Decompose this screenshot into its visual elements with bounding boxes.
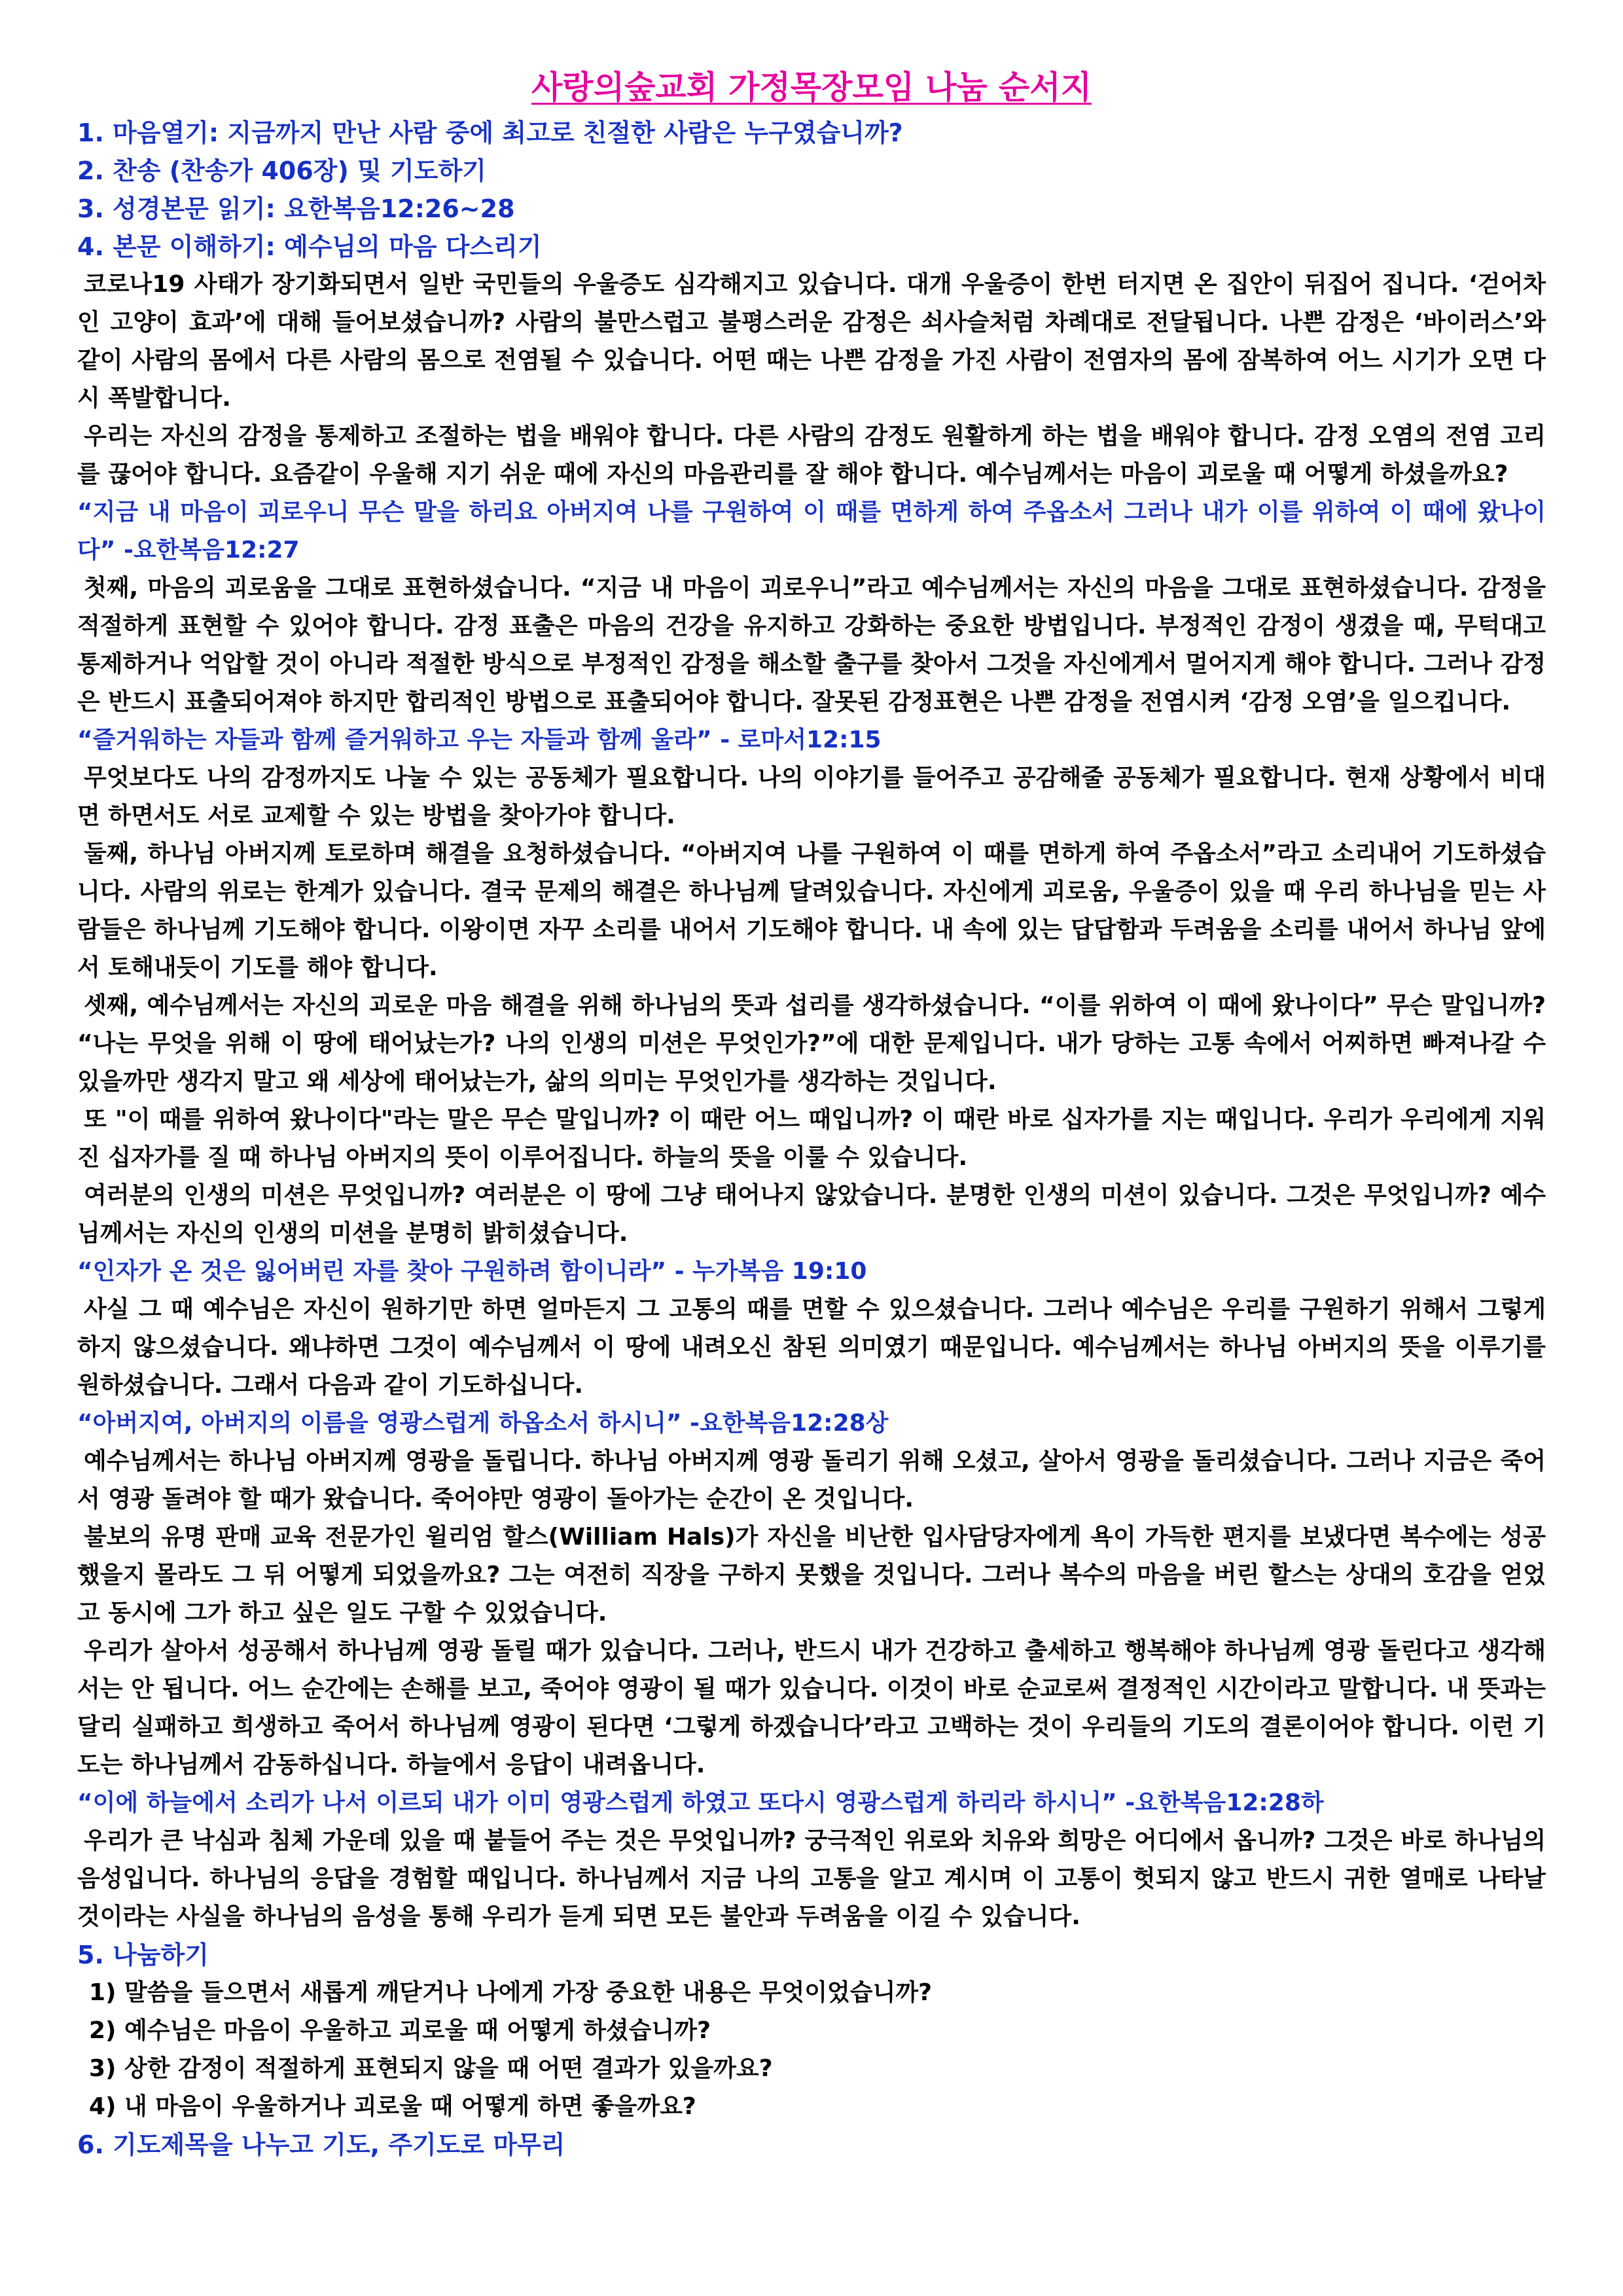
scripture-quote: “아버지여, 아버지의 이름을 영광스럽게 하옵소서 하시니” -요한복음12:28상: [77, 1410, 889, 1437]
document-body: [77, 114, 1546, 2164]
section-heading: 4. 본문 이해하기: 예수님의 마음 다스리기: [77, 232, 542, 261]
scripture-quote: “이에 하늘에서 소리가 나서 이르되 내가 이미 영광스럽게 하였고 또다시 영광스럽게 하리라 하시니” -요한복음12:28하: [77, 1789, 1324, 1816]
scripture-quote: “인자가 온 것은 잃어버린 자를 찾아 구원하려 함이니라” - 누가복음 19:10: [77, 1258, 867, 1285]
body-paragraph: 또 "이 때를 위하여 왔나이다"라는 말은 무슨 말입니까? 이 때란 어느 때입니까? 이 때란 바로 십자가를 지는 때입니다. 우리가 우리에게 지워진 십자가를 질 때 하나님 아버지의 뜻이 이루어집니다. 하늘의 뜻을 이룰 수 있습니다.: [77, 1106, 1546, 1171]
sharing-question: 1) 말씀을 들으면서 새롭게 깨닫거나 나에게 가장 중요한 내용은 무엇이었습니까?: [89, 1979, 933, 2006]
body-paragraph: 첫째, 마음의 괴로움을 그대로 표현하셨습니다. “지금 내 마음이 괴로우니”라고 예수님께서는 자신의 마음을 그대로 표현하셨습니다. 감정을 적절하게 표현할 수 있어야 합니다. 감정 표출은 마음의 건강을 유지하고 강화하는 중요한 방법입니다. 부정적인 감정이 생겼을 때, 무턱대고 통제하거나 억압할 것이 아니라 적절한 방식으로 부정적인 감정을 해소할 출구를 찾아서 그것을 자신에게서 멀어지게 해야 합니다. 그러나 감정은 반드시 표출되어져야 하지만 합리적인 방법으로 표출되어야 합니다. 잘못된 감정표현은 나쁜 감정을 전염시켜 ‘감정 오염’을 일으킵니다.: [77, 575, 1546, 715]
section-heading: 1. 마음열기: 지금까지 만난 사람 중에 최고로 친절한 사람은 누구였습니까?: [77, 118, 903, 147]
scripture-quote: “즐거워하는 자들과 함께 즐거워하고 우는 자들과 함께 울라” - 로마서12:15: [77, 726, 882, 753]
body-paragraph: 둘째, 하나님 아버지께 토로하며 해결을 요청하셨습니다. “아버지여 나를 구원하여 이 때를 면하게 하여 주옵소서”라고 소리내어 기도하셨습니다. 사람의 위로는 한계가 있습니다. 결국 문제의 해결은 하나님께 달려있습니다. 자신에게 괴로움, 우울증이 있을 때 우리 하나님을 믿는 사람들은 하나님께 기도해야 합니다. 이왕이면 자꾸 소리를 내어서 기도해야 합니다. 내 속에 있는 답답함과 두려움을 소리를 내어서 하나님 앞에서 토해내듯이 기도를 해야 합니다.: [77, 840, 1546, 981]
body-paragraph: 우리가 살아서 성공해서 하나님께 영광 돌릴 때가 있습니다. 그러나, 반드시 내가 건강하고 출세하고 행복해야 하나님께 영광 돌린다고 생각해서는 안 됩니다. 어느 순간에는 손해를 보고, 죽어야 영광이 될 때가 있습니다. 이것이 바로 순교로써 결정적인 시간이라고 말합니다. 내 뜻과는 달리 실패하고 희생하고 죽어서 하나님께 영광이 된다면 ‘그렇게 하겠습니다’라고 고백하는 것이 우리들의 기도의 결론이어야 합니다. 이런 기도는 하나님께서 감동하십니다. 하늘에서 응답이 내려옵니다.: [77, 1638, 1546, 1778]
body-paragraph: 무엇보다도 나의 감정까지도 나눌 수 있는 공동체가 필요합니다. 나의 이야기를 들어주고 공감해줄 공동체가 필요합니다. 현재 상황에서 비대면 하면서도 서로 교제할 수 있는 방법을 찾아가야 합니다.: [77, 764, 1546, 829]
sharing-question: 2) 예수님은 마음이 우울하고 괴로울 때 어떻게 하셨습니까?: [89, 2017, 711, 2044]
scripture-quote: “지금 내 마음이 괴로우니 무슨 말을 하리요 아버지여 나를 구원하여 이 때를 면하게 하여 주옵소서 그러나 내가 이를 위하여 이 때에 왔나이다” -요한복음12:27: [77, 499, 1546, 564]
section-heading: 6. 기도제목을 나누고 기도, 주기도로 마무리: [77, 2130, 565, 2159]
body-paragraph: 사실 그 때 예수님은 자신이 원하기만 하면 얼마든지 그 고통의 때를 면할 수 있으셨습니다. 그러나 예수님은 우리를 구원하기 위해서 그렇게 하지 않으셨습니다. 왜냐하면 그것이 예수님께서 이 땅에 내려오신 참된 의미였기 때문입니다. 예수님께서는 하나님 아버지의 뜻을 이루기를 원하셨습니다. 그래서 다음과 같이 기도하십니다.: [77, 1296, 1546, 1399]
sharing-question: 4) 내 마음이 우울하거나 괴로울 때 어떻게 하면 좋을까요?: [89, 2093, 696, 2120]
body-paragraph: 우리는 자신의 감정을 통제하고 조절하는 법을 배워야 합니다. 다른 사람의 감정도 원활하게 하는 법을 배워야 합니다. 감정 오염의 전염 고리를 끊어야 합니다. 요즘같이 우울해 지기 쉬운 때에 자신의 마음관리를 잘 해야 합니다. 예수님께서는 마음이 괴로울 때 어떻게 하셨을까요?: [77, 423, 1546, 488]
body-paragraph: 불보의 유명 판매 교육 전문가인 윌리엄 할스(William Hals)가 자신을 비난한 입사담당자에게 욕이 가득한 편지를 보냈다면 복수에는 성공했을지 몰라도 그 뒤 어떻게 되었을까요? 그는 여전히 직장을 구하지 못했을 것입니다. 그러나 복수의 마음을 버린 할스는 상대의 호감을 얻었고 동시에 그가 하고 싶은 일도 구할 수 있었습니다.: [77, 1524, 1546, 1626]
sharing-question: 3) 상한 감정이 적절하게 표현되지 않을 때 어떤 결과가 있을까요?: [89, 2055, 773, 2082]
body-paragraph: 셋째, 예수님께서는 자신의 괴로운 마음 해결을 위해 하나님의 뜻과 섭리를 생각하셨습니다. “이를 위하여 이 때에 왔나이다” 무슨 말입니까? “나는 무엇을 위해 이 땅에 태어났는가? 나의 인생의 미션은 무엇인가?”에 대한 문제입니다. 내가 당하는 고통 속에서 어찌하면 빠져나갈 수 있을까만 생각지 말고 왜 세상에 태어났는가, 삶의 의미는 무엇인가를 생각하는 것입니다.: [77, 992, 1546, 1095]
worship-sheet: [77, 65, 1546, 2164]
section-heading: 5. 나눔하기: [77, 1941, 209, 1969]
body-paragraph: 코로나19 사태가 장기화되면서 일반 국민들의 우울증도 심각해지고 있습니다. 대개 우울증이 한번 터지면 온 집안이 뒤집어 집니다. ‘걷어차인 고양이 효과’에 대해 들어보셨습니까? 사람의 불만스럽고 불평스러운 감정은 쇠사슬처럼 차례대로 전달됩니다. 나쁜 감정은 ‘바이러스’와 같이 사람의 몸에서 다른 사람의 몸으로 전염될 수 있습니다. 어떤 때는 나쁜 감정을 가진 사람이 전염자의 몸에 잠복하여 어느 시기가 오면 다시 폭발합니다.: [77, 271, 1546, 412]
section-heading: 2. 찬송 (찬송가 406장) 및 기도하기: [77, 156, 486, 185]
body-paragraph: 여러분의 인생의 미션은 무엇입니까? 여러분은 이 땅에 그냥 태어나지 않았습니다. 분명한 인생의 미션이 있습니다. 그것은 무엇입니까? 예수님께서는 자신의 인생의 미션을 분명히 밝히셨습니다.: [77, 1182, 1546, 1247]
body-paragraph: 우리가 큰 낙심과 침체 가운데 있을 때 붙들어 주는 것은 무엇입니까? 궁극적인 위로와 치유와 희망은 어디에서 옵니까? 그것은 바로 하나님의 음성입니다. 하나님의 응답을 경험할 때입니다. 하나님께서 지금 나의 고통을 알고 계시며 이 고통이 헛되지 않고 반드시 귀한 열매로 나타날 것이라는 사실을 하나님의 음성을 통해 우리가 듣게 되면 모든 불안과 두려움을 이길 수 있습니다.: [77, 1827, 1546, 1930]
body-paragraph: 예수님께서는 하나님 아버지께 영광을 돌립니다. 하나님 아버지께 영광 돌리기 위해 오셨고, 살아서 영광을 돌리셨습니다. 그러나 지금은 죽어서 영광 돌려야 할 때가 왔습니다. 죽어야만 영광이 돌아가는 순간이 온 것입니다.: [77, 1448, 1546, 1513]
section-heading: 3. 성경본문 읽기: 요한복음12:26~28: [77, 194, 515, 223]
document-title: 사랑의숲교회 가정목장모임 나눔 순서지: [531, 69, 1092, 106]
